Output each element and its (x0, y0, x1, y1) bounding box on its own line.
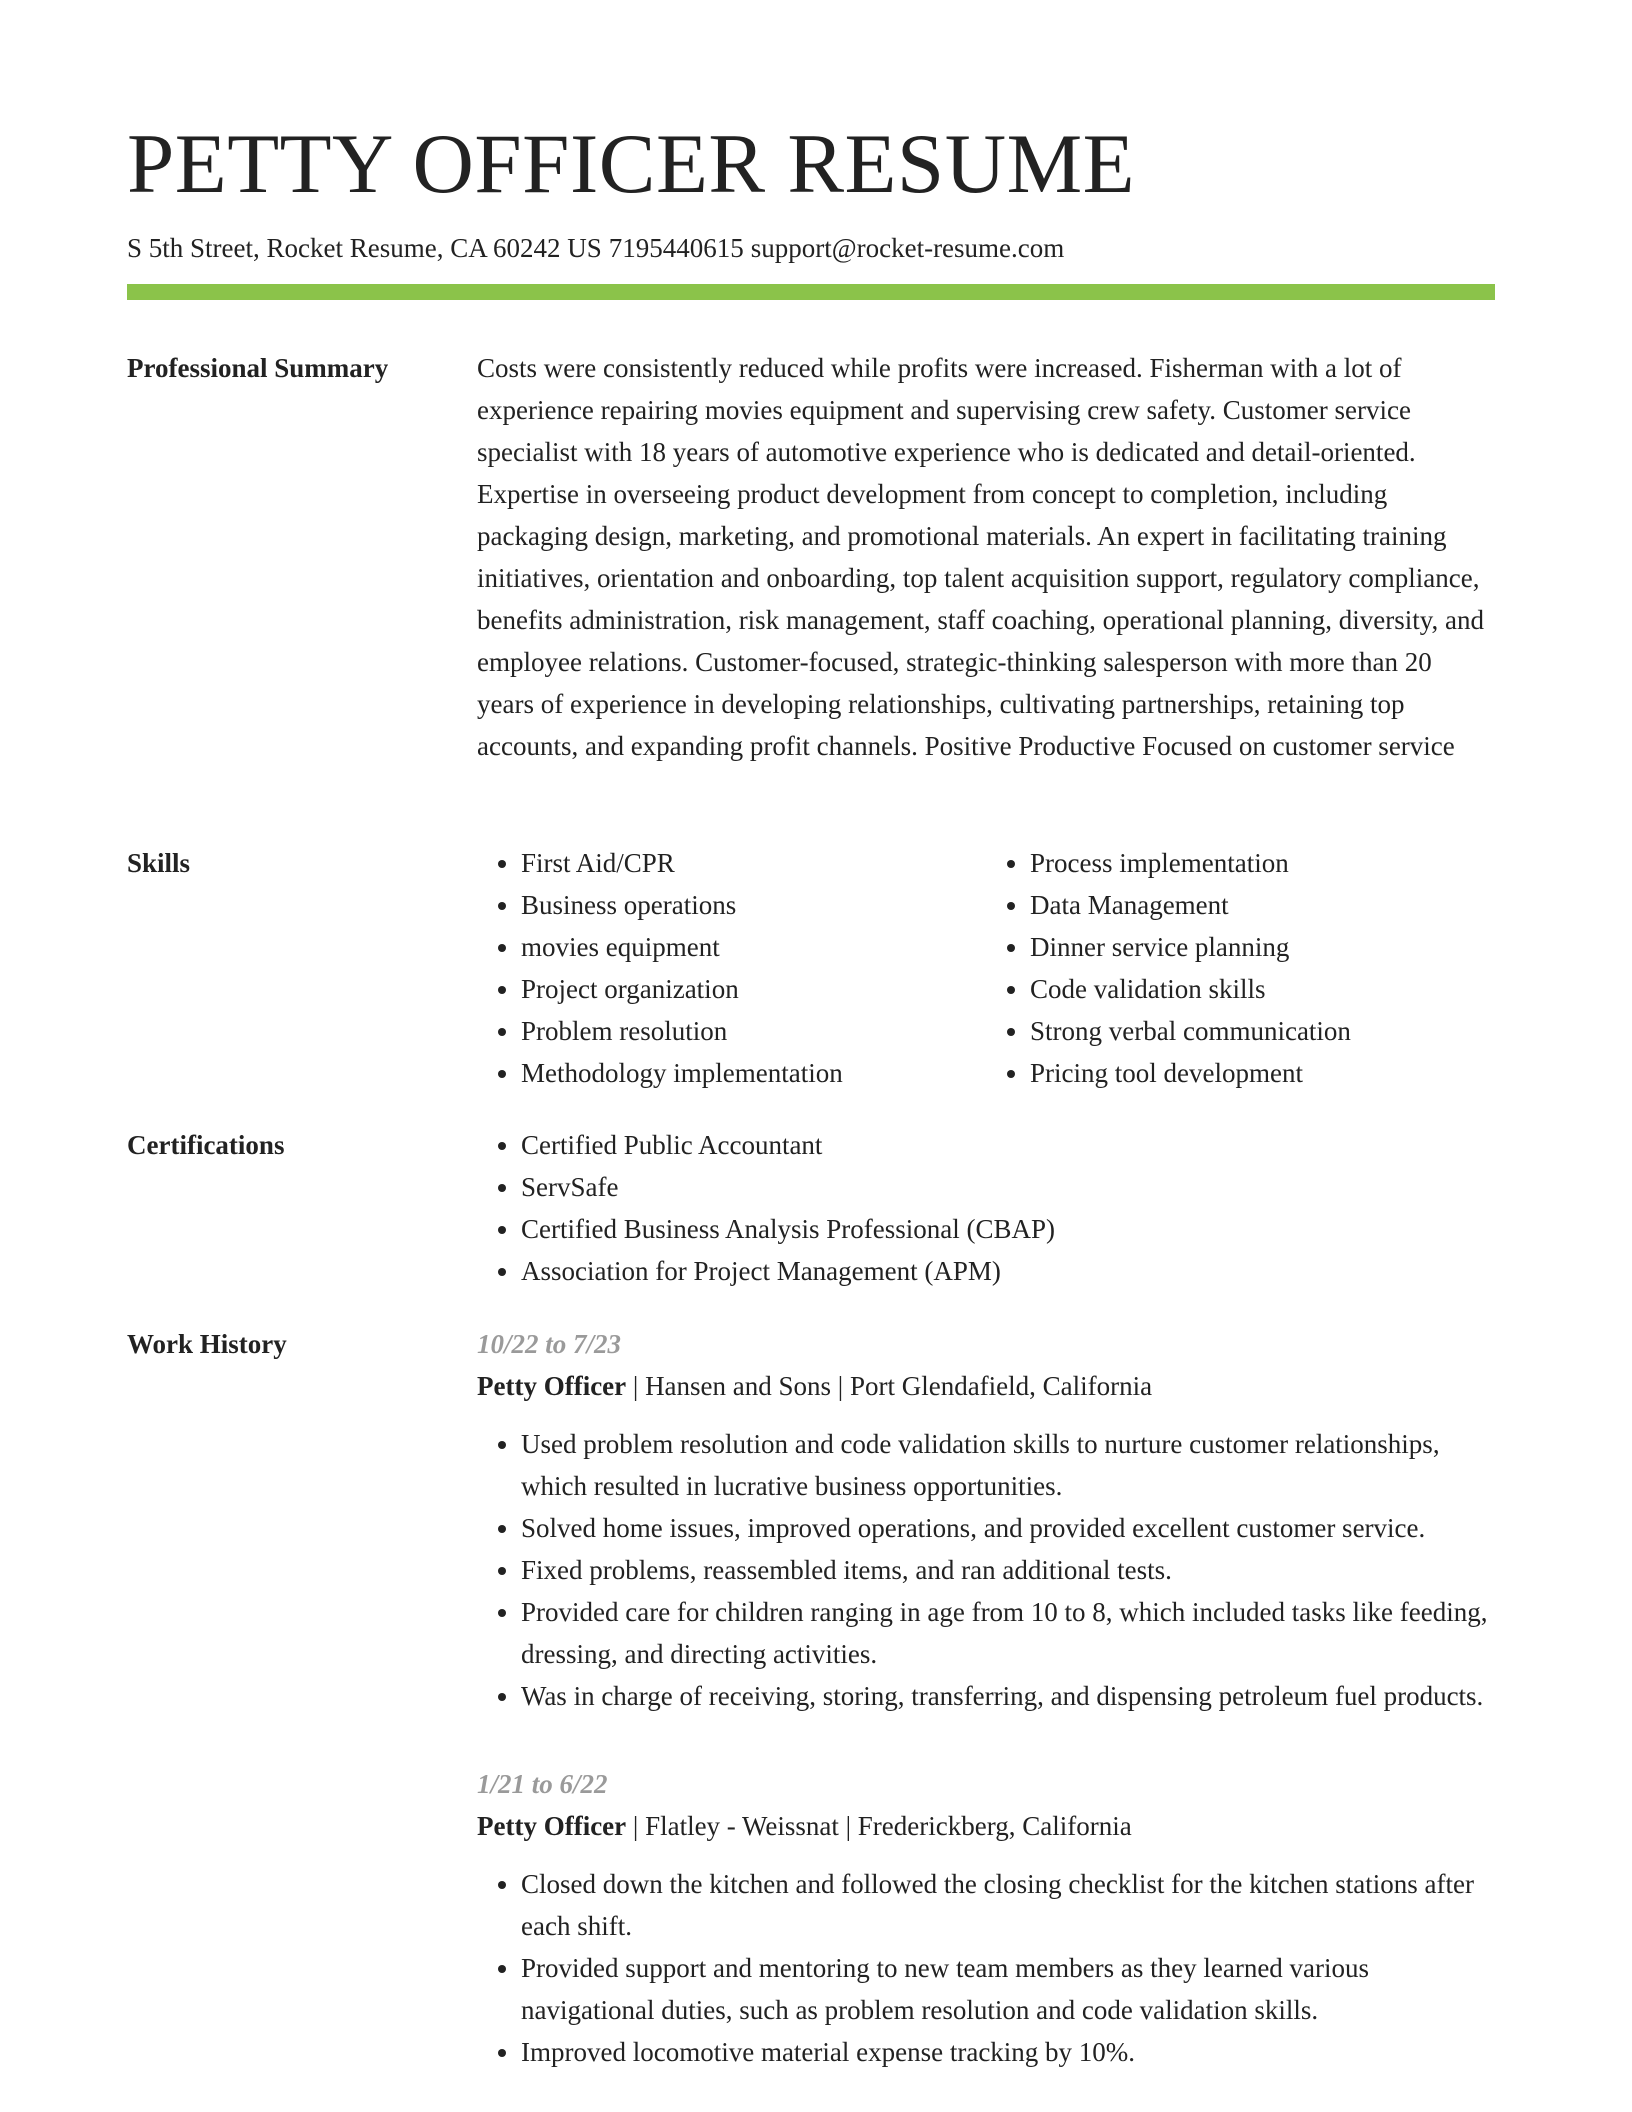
job-bullet: • Was in charge of receiving, storing, transferring, and dispensing petroleum fuel products. (521, 1675, 1495, 1717)
job-dates: 10/22 to 7/23 (477, 1329, 622, 1359)
skill-item: • Strong verbal communication (1030, 1010, 1495, 1052)
job-entry (477, 1763, 1495, 2073)
contact-line (127, 230, 1064, 266)
summary-heading: Professional Summary (127, 353, 389, 383)
job-location: Port Glendafield, California (849, 1371, 1153, 1401)
certifications-content (477, 1124, 1495, 1292)
job-title: Petty Officer (477, 1811, 627, 1841)
job-dates: 1/21 to 6/22 (477, 1769, 608, 1799)
resume-title: PETTY OFFICER RESUME (127, 117, 1136, 211)
skill-item: • Methodology implementation (521, 1052, 986, 1094)
job-heading: Petty Officer | Flatley - Weissnat | Frederickberg, California (477, 1811, 1132, 1841)
summary-text: Costs were consistently reduced while profits were increased. Fisherman with a lot of experience repairing movies equipment and supervising crew safety. Customer service specialist with 18 years of automotive experience who is dedicated and detail-oriented. Expertise in overseeing product development from concept to completion, including packaging design, marketing, and promotional materials. An expert in facilitating training initiatives, orientation and onboarding, top talent acquisition support, regulatory compliance, benefits administration, risk management, staff coaching, operational planning, diversity, and employee relations. Customer-focused, strategic-thinking salesperson with more than 20 years of experience in developing relationships, cultivating partnerships, retaining top accounts, and expanding profit channels. Positive Productive Focused on customer service (477, 353, 1484, 761)
job-title: Petty Officer (477, 1371, 627, 1401)
job-bullet: • Provided support and mentoring to new team members as they learned various navigational duties, such as problem resolution and code validation skills. (521, 1947, 1495, 2031)
skill-item: • Data Management (1030, 884, 1495, 926)
job-bullet: • Fixed problems, reassembled items, and ran additional tests. (521, 1549, 1495, 1591)
job-company: Flatley - Weissnat (645, 1811, 839, 1841)
skills-content (477, 842, 1495, 1094)
work-history-heading: Work History (127, 1329, 287, 1359)
skill-item: • Business operations (521, 884, 986, 926)
skill-item: • Project organization (521, 968, 986, 1010)
contact-address: S 5th Street, Rocket Resume, CA 60242 US (127, 233, 602, 263)
skill-item: • Dinner service planning (1030, 926, 1495, 968)
job-bullet: • Improved locomotive material expense tracking by 10%. (521, 2031, 1495, 2073)
skill-item: • Process implementation (1030, 842, 1495, 884)
skills-list-right (986, 842, 1495, 1094)
skill-item: • Problem resolution (521, 1010, 986, 1052)
header-divider (127, 284, 1495, 300)
skills-list-left (477, 842, 986, 1094)
skill-item: • movies equipment (521, 926, 986, 968)
job-company: Hansen and Sons (645, 1371, 832, 1401)
job-bullet: • Provided care for children ranging in age from 10 to 8, which included tasks like feeding, dressing, and directing activities. (521, 1591, 1495, 1675)
skills-heading: Skills (127, 848, 191, 878)
skill-item: • First Aid/CPR (521, 842, 986, 884)
job-bullet-list (477, 1423, 1495, 1717)
certification-item: • Association for Project Management (APM) (521, 1250, 1495, 1292)
certification-item: • Certified Public Accountant (521, 1124, 1495, 1166)
job-bullet-list (477, 1863, 1495, 2073)
job-bullet: • Used problem resolution and code validation skills to nurture customer relationships, which resulted in lucrative business opportunities. (521, 1423, 1495, 1507)
job-location: Frederickberg, California (857, 1811, 1132, 1841)
certification-item: • Certified Business Analysis Professional (CBAP) (521, 1208, 1495, 1250)
job-bullet: • Closed down the kitchen and followed the closing checklist for the kitchen stations after each shift. (521, 1863, 1495, 1947)
summary-content (477, 347, 1495, 767)
certifications-heading: Certifications (127, 1130, 285, 1160)
work-history-content (477, 1323, 1495, 2073)
certifications-list (477, 1124, 1495, 1292)
certification-item: • ServSafe (521, 1166, 1495, 1208)
contact-email: support@rocket-resume.com (750, 233, 1065, 263)
job-bullet: • Solved home issues, improved operations, and provided excellent customer service. (521, 1507, 1495, 1549)
skill-item: • Code validation skills (1030, 968, 1495, 1010)
contact-phone: 7195440615 (608, 233, 744, 263)
job-entry (477, 1323, 1495, 1717)
skill-item: • Pricing tool development (1030, 1052, 1495, 1094)
job-heading: Petty Officer | Hansen and Sons | Port Glendafield, California (477, 1371, 1153, 1401)
